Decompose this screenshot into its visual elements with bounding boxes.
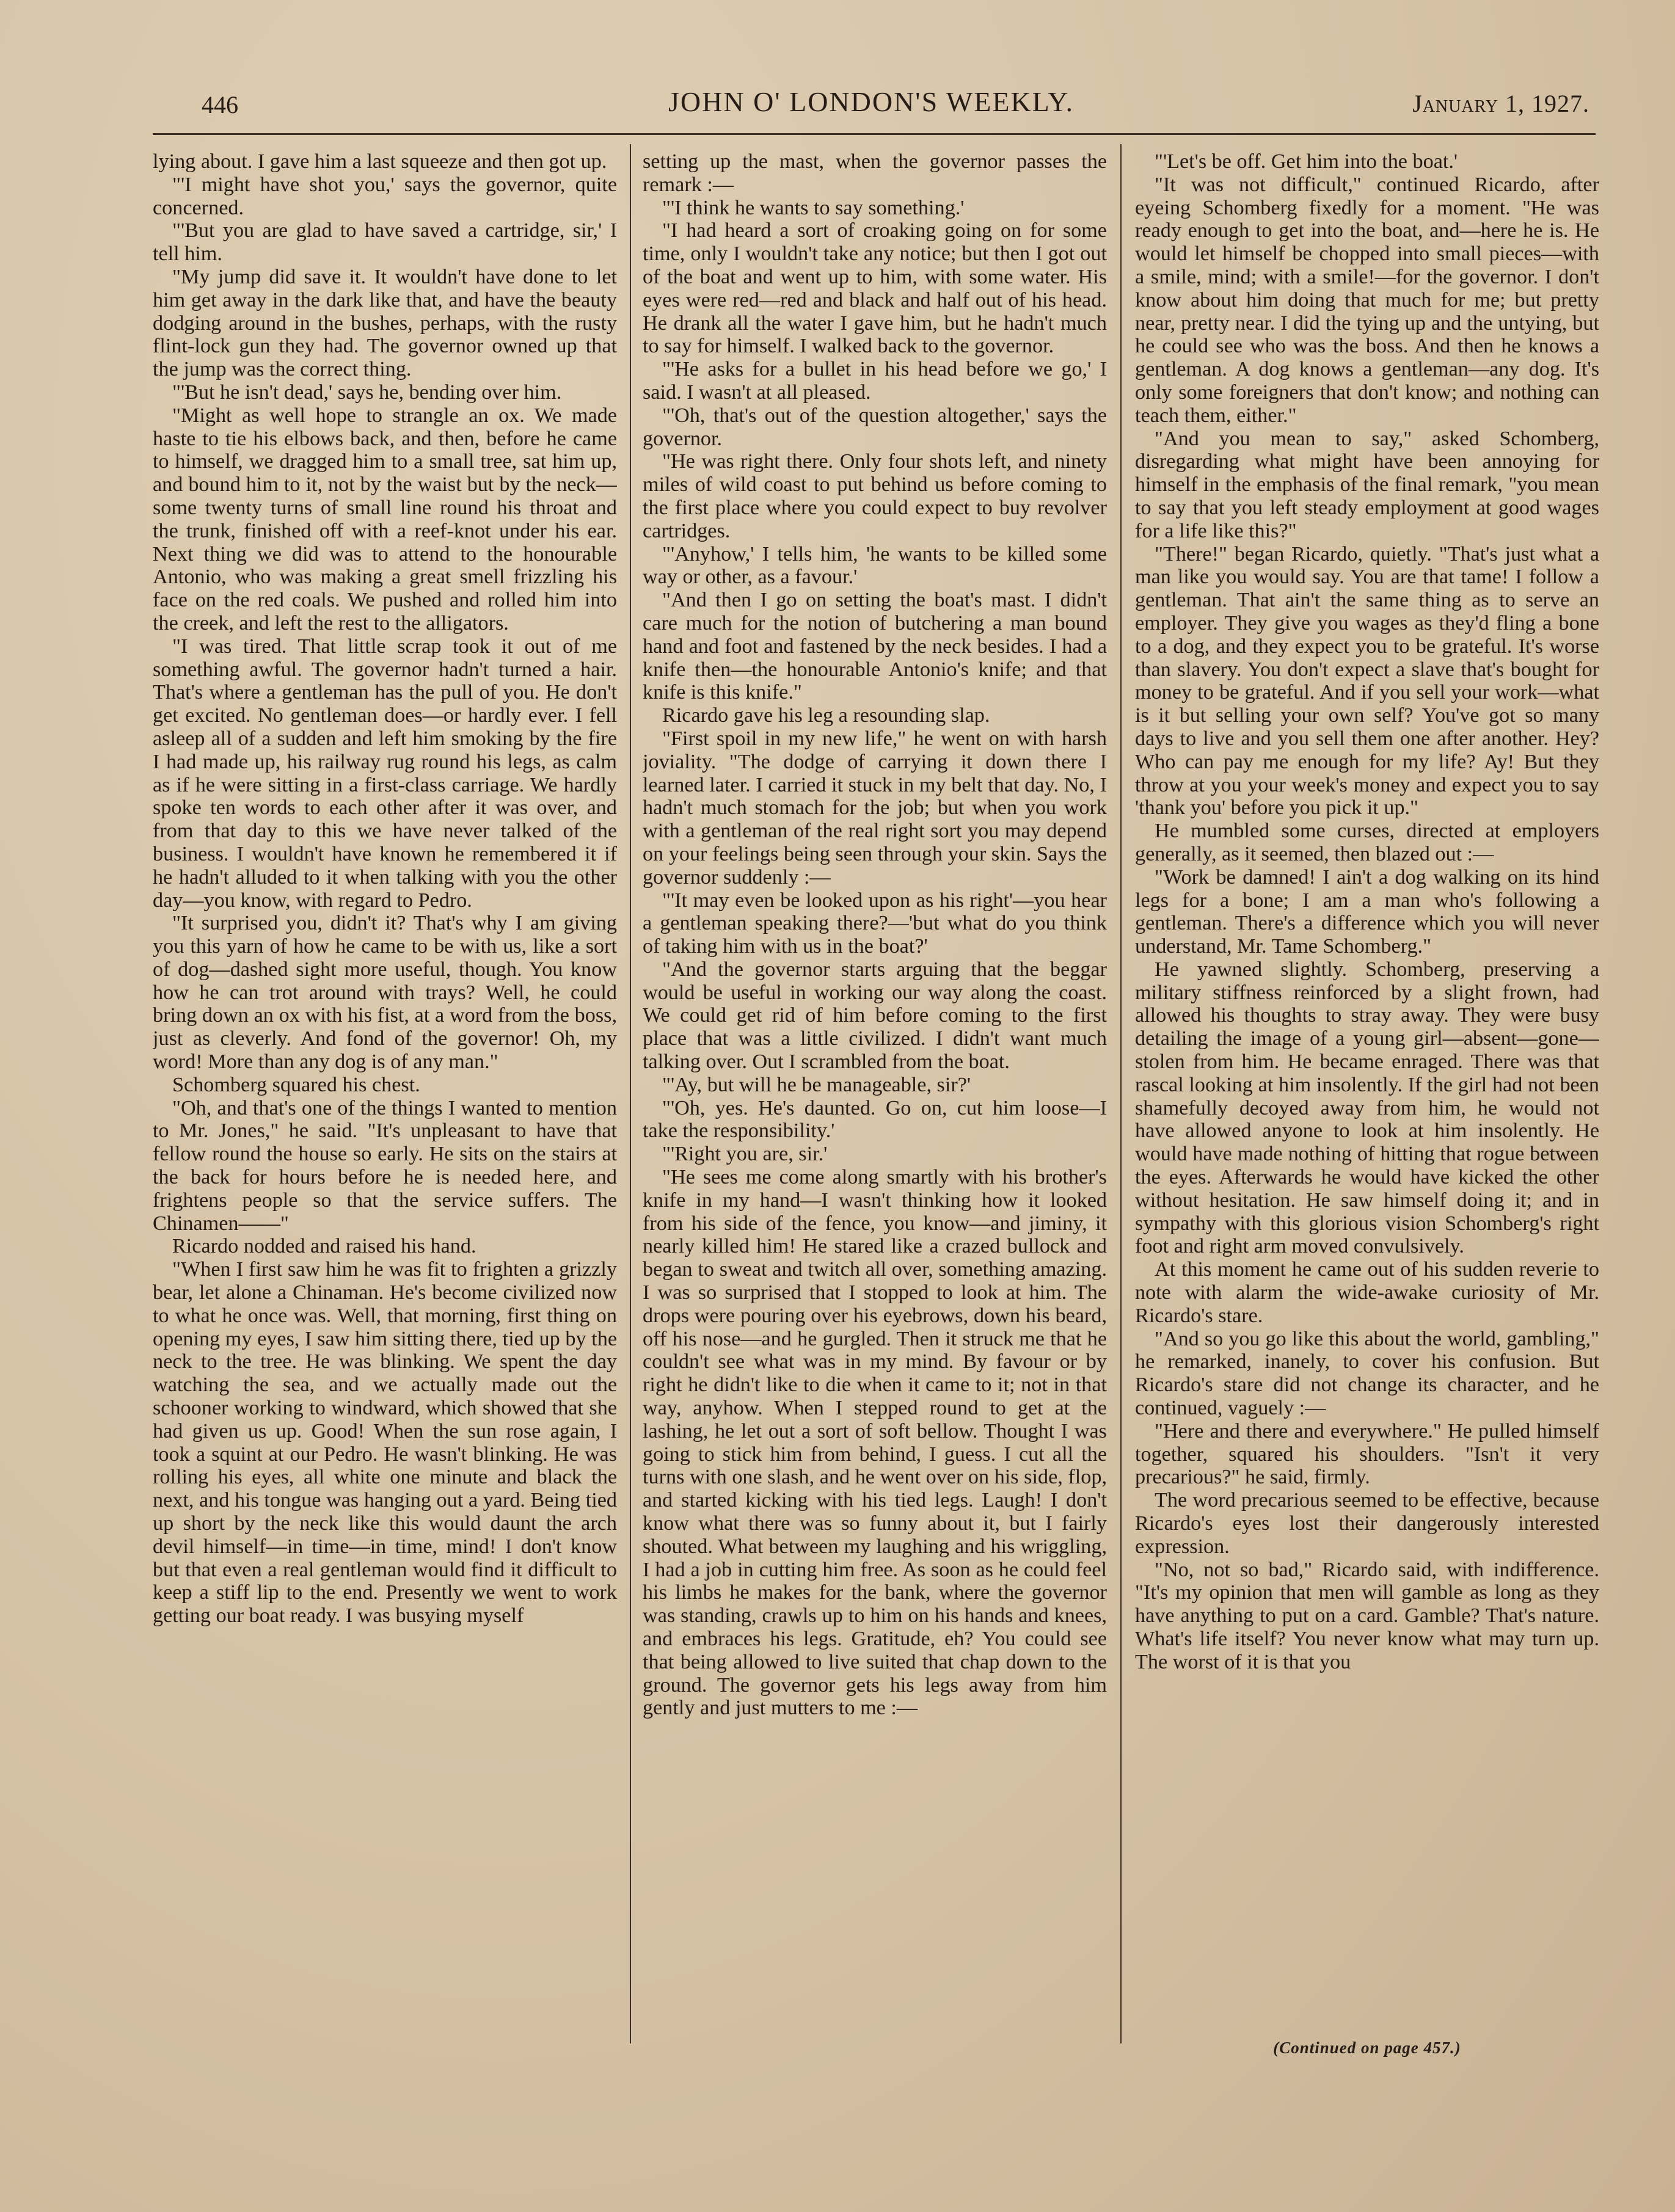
paragraph: At this moment he came out of his sudden reverie to note with alarm the wide-awake curiosity of Mr. Ricardo's stare. xyxy=(1135,1258,1599,1327)
paragraph: "My jump did save it. It wouldn't have done to let him get away in the dark like that, and have the beauty dodging around in the bushes, perhaps, with the rusty flint-lock gun they had. The governor owned up that the jump was the correct thing. xyxy=(153,265,617,381)
paragraph: "'I think he wants to say something.' xyxy=(662,196,965,219)
paragraph: "I was tired. That little scrap took it out of me something awful. The governor hadn't turned a hair. That's where a gentleman has the pull of you. He don't get excited. No gentleman does—or hardly ever. I fell asleep all of a sudden and left him smoking by the fire I had made up, his railway rug round his legs, as calm as if he were sitting in a first-class carriage. We hardly spoke ten words to each other after it was over, and from that day to this we have never talked of the business. I wouldn't have known he remembered it if he hadn't alluded to it when talking with you the other day—you know, with regard to Pedro. xyxy=(153,635,617,912)
column-divider-1 xyxy=(630,144,631,2043)
issue-date: January 1, 1927. xyxy=(1412,90,1589,117)
paragraph: "'But you are glad to have saved a cartridge, sir,' I tell him. xyxy=(153,219,617,266)
paragraph: "'Oh, that's out of the question altogether,' says the governor. xyxy=(643,404,1107,450)
continued-note: (Continued on page 457.) xyxy=(1273,2039,1461,2057)
paragraph: "No, not so bad," Ricardo said, with indifference. "It's my opinion that men will gamble as long as they have anything to put on a card. Gamble? That's nature. What's life itself? You never know what may turn up. The worst of it is that you xyxy=(1135,1558,1599,1673)
masthead-title: JOHN O' LONDON'S WEEKLY. xyxy=(668,86,1074,117)
paragraph: "'Right you are, sir.' xyxy=(662,1143,828,1166)
paragraph: "'Anyhow,' I tells him, 'he wants to be killed some way or other, as a favour.' xyxy=(643,542,1107,589)
paragraph: The word precarious seemed to be effective, because Ricardo's eyes lost their dangerously interested expression. xyxy=(1135,1489,1599,1558)
paragraph: "And you mean to say," asked Schomberg, disregarding what might have been annoying for himself in the emphasis of the final remark, "you mean to say that you left steady employment at good wages for a life like this?" xyxy=(1135,427,1599,542)
paragraph: Ricardo gave his leg a resounding slap. xyxy=(662,704,990,727)
paragraph: "'Oh, yes. He's daunted. Go on, cut him loose—I take the responsibility.' xyxy=(643,1096,1107,1143)
paragraph: "'But he isn't dead,' says he, bending over him. xyxy=(172,380,562,404)
text-column-3 xyxy=(1135,150,1599,2037)
paragraph: "Might as well hope to strangle an ox. We made haste to tie his elbows back, and then, before he came to himself, we dragged him to a small tree, sat him up, and bound him to it, not by the waist but by the neck—some twenty turns of small line round his throat and the trunk, finished off with a reef-knot under his ear. Next thing we did was to attend to the honourable Antonio, who was making a great smell frizzling his face on the red coals. We pushed and rolled him into the creek, and left the rest to the alligators. xyxy=(153,404,617,635)
paragraph: "He was right there. Only four shots left, and ninety miles of wild coast to put behind us before coming to the first place where you could expect to buy revolver cartridges. xyxy=(643,450,1107,542)
paragraph: "And the governor starts arguing that the beggar would be useful in working our way along the coast. We could get rid of him before coming to the first place that was a little civilized. I didn't want much talking over. Out I scrambled from the boat. xyxy=(643,958,1107,1074)
paragraph: "'Ay, but will he be manageable, sir?' xyxy=(662,1073,971,1096)
paragraph: "He sees me come along smartly with his brother's knife in my hand—I wasn't thinking how it looked from his side of the fence, you know—and jiminy, it nearly killed him! He stared like a crazed bullock and began to sweat and twitch all over, something amazing. I was so surprised that I stopped to look at him. The drops were pouring over his eyebrows, down his beard, off his nose—and he gurgled. Then it struck me that he couldn't see what was in my mind. By favour or by right he didn't like to die when it came to it; not in that way, anyhow. When I stepped round to get at the lashing, he let out a sort of soft bellow. Thought I was going to stick him from behind, I guess. I cut all the turns with one slash, and he went over on his side, flop, and started kicking with his tied legs. Laugh! I don't know what there was so funny about it, but I fairly shouted. What between my laughing and his wriggling, I had a job in cutting him free. As soon as he could feel his limbs he makes for the bank, where the governor was standing, crawls up to him on his hands and knees, and embraces his legs. Gratitude, eh? You could see that being allowed to live suited that chap down to the ground. The governor gets his legs away from him gently and just mutters to me :— xyxy=(643,1166,1107,1720)
text-column-1 xyxy=(153,150,617,2037)
paragraph: lying about. I gave him a last squeeze and then got up. xyxy=(153,150,607,173)
paragraph: "I had heard a sort of croaking going on for some time, only I wouldn't take any notice; but then I got out of the boat and went up to him, with some water. His eyes were red—red and black and half out of his head. He drank all the water I gave him, but he hadn't much to say for himself. I walked back to the governor. xyxy=(643,219,1107,358)
paragraph: "There!" began Ricardo, quietly. "That's just what a man like you would say. You are that tame! I follow a gentleman. That ain't the same thing as to serve an employer. They give you wages as they'd fling a bone to a dog, and they expect you to be grateful. It's worse than slavery. You don't expect a slave that's bought for money to be grateful. And if you sell your work—what is it but selling your own self? You've got so many days to live and you sell them one after another. Hey? Who can pay me enough for my life? Ay! But they throw at you your week's money and expect you to say 'thank you' before you pick it up." xyxy=(1135,542,1599,820)
paragraph: "'He asks for a bullet in his head before we go,' I said. I wasn't at all pleased. xyxy=(643,358,1107,404)
paragraph: "Oh, and that's one of the things I wanted to mention to Mr. Jones," he said. "It's unpleasant to have that fellow round the house so early. He sits on the stairs at the back for hours before he is needed here, and frightens people so that the service suffers. The Chinamen——" xyxy=(153,1096,617,1235)
paragraph: "When I first saw him he was fit to frighten a grizzly bear, let alone a Chinaman. He's become civilized now to what he once was. Well, that morning, first thing on opening my eyes, I saw him sitting there, tied up by the neck to the tree. He was blinking. We spent the day watching the sea, and we actually made out the schooner working to windward, which showed that she had given us up. Good! When the sun rose again, I took a squint at our Pedro. He wasn't blinking. He was rolling his eyes, all white one minute and black the next, and his tongue was hanging out a yard. Being tied up short by the neck like this would daunt the arch devil himself—in time—in time, mind! I don't know but that even a real gentleman would find it difficult to keep a stiff lip to the end. Presently we went to work getting our boat ready. I was busying myself xyxy=(153,1258,617,1628)
paragraph: "And then I go on setting the boat's mast. I didn't care much for the notion of butchering a man bound hand and foot and fastened by the neck besides. I had a knife then—the honourable Antonio's knife; and that knife is this knife." xyxy=(643,589,1107,704)
paragraph: Schomberg squared his chest. xyxy=(172,1073,420,1096)
paragraph: setting up the mast, when the governor passes the remark :— xyxy=(643,150,1107,196)
paragraph: He yawned slightly. Schomberg, preserving a military stiffness reinforced by a slight frown, had allowed his thoughts to stray away. They were busy detailing the image of a young girl—absent—gone—stolen from him. He became enraged. There was that rascal looking at him insolently. If the girl had not been shamefully decoyed away from him, he would not have allowed anyone to look at him insolently. He would have made nothing of hitting that rogue between the eyes. Afterwards he would have kicked the other without hesitation. He saw himself doing it; and in sympathy with this glorious vision Schomberg's right foot and right arm moved convulsively. xyxy=(1135,958,1599,1258)
paragraph: "It was not difficult," continued Ricardo, after eyeing Schomberg fixedly for a moment. "He was ready enough to get into the boat, and—here he is. He would let himself be chopped into small pieces—with a smile, mind; with a smile!—for the governor. I don't know about him doing that much for me; but pretty near, pretty near. I did the tying up and the untying, but he could see who was the boss. And then he knows a gentleman. A dog knows a gentleman—any dog. It's only some foreigners that don't know; and nothing can teach them, either." xyxy=(1135,173,1599,427)
paragraph: "First spoil in my new life," he went on with harsh joviality. "The dodge of carrying it down there I learned later. I carried it stuck in my belt that day. No, I hadn't much stomach for the job; but when you work with a gentleman of the real right sort you may depend on your feelings being seen through your skin. Says the governor suddenly :— xyxy=(643,727,1107,889)
paragraph: Ricardo nodded and raised his hand. xyxy=(172,1235,476,1258)
paragraph: "'I might have shot you,' says the governor, quite concerned. xyxy=(153,173,617,219)
column-divider-2 xyxy=(1120,144,1122,2043)
paragraph: "Here and there and everywhere." He pulled himself together, squared his shoulders. "Isn't it very precarious?" he said, firmly. xyxy=(1135,1419,1599,1489)
paragraph: "'It may even be looked upon as his right'—you hear a gentleman speaking there?—'but what do you think of taking him with us in the boat?' xyxy=(643,889,1107,958)
paragraph: "And so you go like this about the world, gambling," he remarked, inanely, to cover his confusion. But Ricardo's stare did not change its character, and he continued, vaguely :— xyxy=(1135,1327,1599,1420)
page-header xyxy=(153,85,1589,128)
paragraph: "It surprised you, didn't it? That's why I am giving you this yarn of how he came to be with us, like a sort of dog—dashed sight more useful, though. You know how he can trot around with trays? Well, he could bring down an ox with his fist, at a word from the boss, just as cleverly. And fond of the governor! Oh, my word! More than any dog is of any man." xyxy=(153,912,617,1074)
paragraph: "'Let's be off. Get him into the boat.' xyxy=(1155,150,1458,173)
header-rule xyxy=(153,133,1596,135)
text-column-2 xyxy=(643,150,1107,2037)
paragraph: "Work be damned! I ain't a dog walking on its hind legs for a bone; I am a man who's following a gentleman. There's a difference which you will never understand, Mr. Tame Schomberg." xyxy=(1135,865,1599,958)
page-number: 446 xyxy=(202,91,238,118)
paragraph: He mumbled some curses, directed at employers generally, as it seemed, then blazed out :— xyxy=(1135,820,1599,865)
